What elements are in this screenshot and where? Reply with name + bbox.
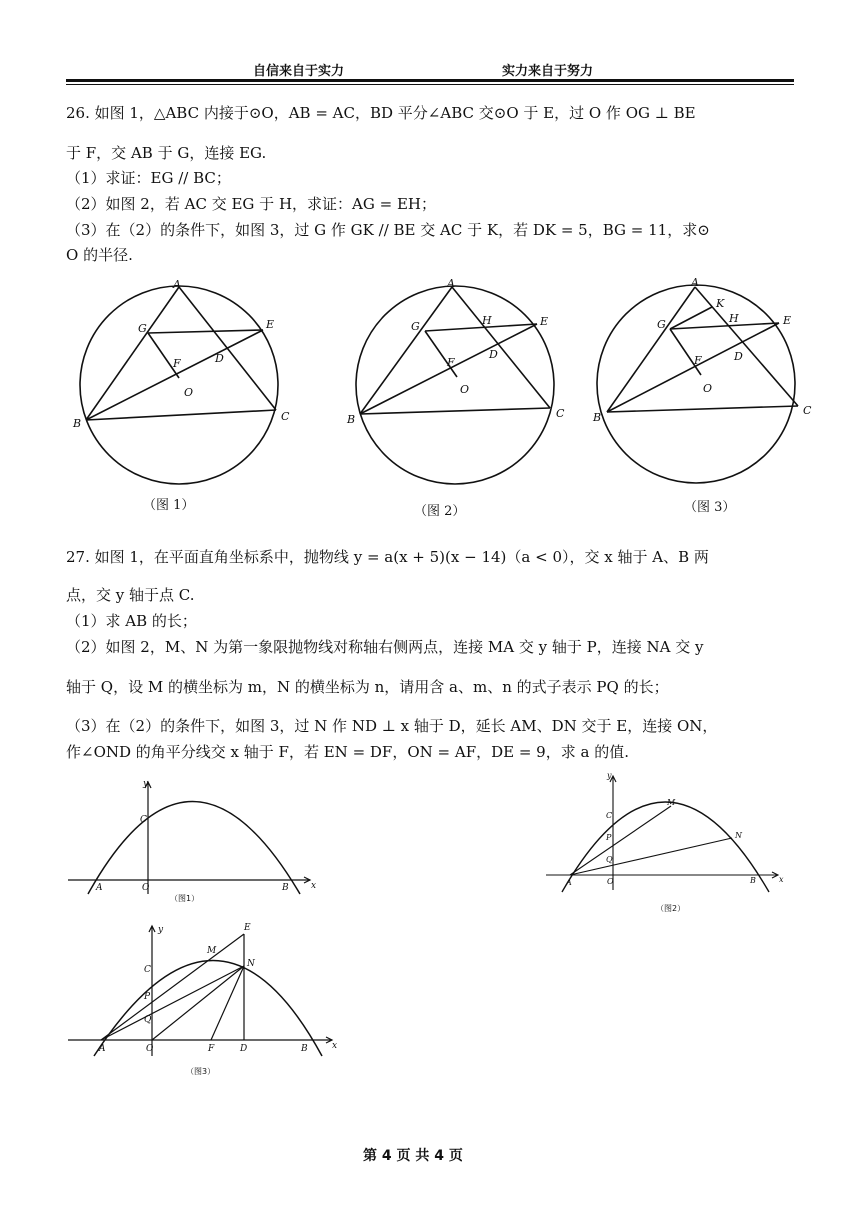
label-c: C [144,965,151,975]
segment-go [148,333,179,378]
label-a: A [447,278,455,290]
q26-caption-3: （图 3） [684,500,736,515]
label-a: A [691,276,699,289]
label-e: E [783,314,792,327]
label-m: M [207,946,217,956]
page-footer: 第 4 页 共 4 页 [363,1148,463,1164]
segment-nf [211,966,244,1040]
segment-bc [86,410,276,420]
label-x: x [332,1041,338,1051]
label-c: C [606,811,613,820]
label-g: G [138,322,147,335]
q27-figure-2 [544,770,784,895]
segment-bc [607,406,798,412]
segment-ge [670,323,779,329]
header-rule-thin [66,84,794,85]
q27-caption-1: （图1） [170,894,200,903]
q26-figure-1 [66,278,296,488]
label-x: x [779,875,784,884]
q26-line-3: （1）求证：EG // BC； [66,169,231,187]
label-e: E [244,923,251,933]
label-p: P [606,833,612,842]
segment-ab [607,287,695,412]
label-g: G [657,318,666,331]
label-b: B [750,876,756,885]
label-n: N [735,831,742,840]
segment-go [670,329,701,375]
label-b: B [301,1044,308,1054]
label-f: F [173,357,181,370]
label-x: x [311,881,317,891]
label-o: O [703,382,713,395]
header-left: 自信来自于实力 [253,64,345,79]
parabola [94,961,322,1057]
label-f: F [694,354,702,367]
segment-ab [86,287,179,420]
label-a: A [99,1044,106,1054]
label-b: B [73,417,82,430]
q26-line-5: （3）在（2）的条件下，如图 3，过 G 作 GK // BE 交 AC 于 K，若 DK = 5，BG = 11，求⊙ [66,221,710,239]
q27-line-6: （3）在（2）的条件下，如图 3，过 N 作 ND ⊥ x 轴于 D，延长 AM、DN 交于 E，连接 ON， [66,717,718,735]
segment-ge [148,330,263,333]
label-b: B [282,883,289,893]
q27-line-5: 轴于 Q，设 M 的横坐标为 m，N 的横坐标为 n，请用含 a、m、n 的式子表示 PQ 的长； [66,678,669,696]
label-p: P [144,992,151,1002]
label-a: A [173,278,181,291]
q26-figure-3 [590,272,815,487]
segment-gk [670,307,712,329]
label-b: B [347,413,356,426]
label-d: D [215,352,224,365]
q27-line-7: 作∠OND 的角平分线交 x 轴于 F，若 EN = DF，ON = AF，DE = 9，求 a 的值. [66,743,629,761]
q26-line-4: （2）如图 2，若 AC 交 EG 于 H，求证：AG = EH； [66,195,436,213]
label-g: G [411,320,420,333]
segment-be [360,324,537,414]
label-q: Q [606,855,613,864]
q27-line-1: 27. 如图 1，在平面直角坐标系中，抛物线 y = a(x + 5)(x − 14)（a < 0），交 x 轴于 A、B 两 [66,548,709,566]
label-d: D [489,348,498,361]
q27-caption-2: （图2） [656,904,686,913]
segment-an [101,966,244,1040]
label-c: C [803,404,812,417]
segment-am [570,806,671,875]
q27-line-2: 点，交 y 轴于点 C. [66,586,195,604]
label-q: Q [144,1015,152,1025]
segment-be [86,330,263,420]
header-right: 实力来自于努力 [502,64,594,79]
label-y: y [607,771,612,780]
label-o: O [184,386,194,399]
label-a: A [96,883,103,893]
label-o: O [146,1044,154,1054]
label-e: E [540,315,549,328]
label-h: H [729,312,739,325]
label-n: N [247,959,255,969]
q26-caption-2: （图 2） [414,504,466,519]
q26-line-1: 26. 如图 1，△ABC 内接于⊙O，AB = AC，BD 平分∠ABC 交⊙O 于 E，过 O 作 OG ⊥ BE [66,104,696,122]
label-o: O [142,883,150,893]
segment-bc [360,408,550,414]
segment-be [607,323,779,412]
q26-caption-1: （图 1） [143,498,195,513]
label-y: y [143,779,149,789]
q27-line-3: （1）求 AB 的长； [66,612,197,630]
label-b: B [593,411,602,424]
q27-figure-1 [66,776,326,896]
label-c: C [556,407,565,420]
segment-go [425,331,457,377]
label-m: M [667,798,676,807]
label-o: O [607,877,614,886]
label-y: y [158,925,164,935]
header-rule-thick [66,79,794,82]
q26-line-2: 于 F，交 AB 于 G，连接 EG. [66,144,267,162]
segment-ge [425,324,537,331]
label-c: C [281,410,290,423]
label-d: D [240,1044,248,1054]
label-k: K [716,297,725,310]
q26-line-6: O 的半径. [66,246,133,264]
q27-figure-3 [66,918,346,1063]
label-d: D [734,350,743,363]
label-e: E [266,318,275,331]
q26-figure-2 [340,278,575,488]
q27-caption-3: （图3） [186,1067,216,1076]
circle-o [356,286,554,484]
label-c: C [140,815,147,825]
label-h: H [482,314,492,327]
label-f: F [447,356,455,369]
label-a: A [566,878,572,887]
label-o: O [460,383,470,396]
q27-line-4: （2）如图 2，M、N 为第一象限抛物线对称轴右侧两点，连接 MA 交 y 轴于 P，连接 NA 交 y [66,638,704,656]
label-f: F [208,1044,215,1054]
parabola [562,802,769,892]
